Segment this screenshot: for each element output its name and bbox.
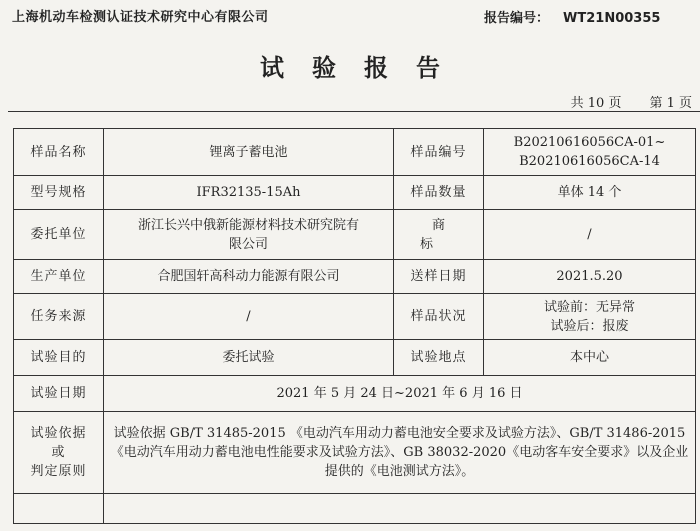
sample-name-label: 样品名称 <box>14 129 104 176</box>
status-after: 试验后：报废 <box>550 318 629 334</box>
table-row <box>14 494 696 524</box>
table-row <box>14 412 696 494</box>
page-indicator <box>571 92 692 111</box>
sample-number-label: 样品编号 <box>394 129 484 176</box>
task-source-label: 任务来源 <box>14 294 104 340</box>
test-date-value: 2021 年 5 月 24 日~2021 年 6 月 16 日 <box>104 376 696 412</box>
quantity-label: 样品数量 <box>394 176 484 210</box>
table-row <box>14 260 696 294</box>
status-before: 试验前：无异常 <box>543 299 635 315</box>
report-number <box>484 7 660 26</box>
basis-label <box>14 412 104 494</box>
table-row <box>14 129 696 176</box>
header-divider <box>8 111 700 112</box>
trademark-label-text: 商标 <box>419 217 469 252</box>
sample-status-label: 样品状况 <box>394 294 484 340</box>
basis-value: 试验依据 GB/T 31485-2015 《电动汽车用动力蓄电池安全要求及试验方法》、GB/T 31486-2015《电动汽车用动力蓄电池电性能要求及试验方法》、GB 38032-2020《电动客车安全要求》以及企业提供的《电池测试方法》。 <box>104 412 696 494</box>
delivery-date-label: 送样日期 <box>394 260 484 294</box>
client-label: 委托单位 <box>14 210 104 260</box>
purpose-label: 试验目的 <box>14 340 104 376</box>
table-row <box>14 376 696 412</box>
location-value: 本中心 <box>484 340 696 376</box>
trademark-label <box>394 210 484 260</box>
purpose-value: 委托试验 <box>104 340 394 376</box>
sample-number-value <box>484 129 696 176</box>
location-label: 试验地点 <box>394 340 484 376</box>
quantity-value: 单体 14 个 <box>484 176 696 210</box>
report-number-value: WT21N00355 <box>563 11 661 26</box>
trademark-value: / <box>484 210 696 260</box>
basis-label-line-2: 或 <box>51 445 66 460</box>
producer-value: 合肥国轩高科动力能源有限公司 <box>104 260 394 294</box>
sample-name-value: 锂离子蓄电池 <box>104 129 394 176</box>
sample-status-value <box>484 294 696 340</box>
report-info-table <box>13 128 696 524</box>
delivery-date-value: 2021.5.20 <box>484 260 696 294</box>
client-value <box>104 210 394 260</box>
test-date-label: 试验日期 <box>14 376 104 412</box>
basis-label-line-1: 试验依据 <box>30 426 87 441</box>
client-line-2: 限公司 <box>228 236 268 252</box>
table-row <box>14 210 696 260</box>
page-title: 试验报告 <box>260 54 468 82</box>
sample-number-line-1: B20210616056CA-01~ <box>513 135 666 150</box>
empty-cell <box>14 494 104 524</box>
table-row <box>14 340 696 376</box>
current-page: 第 1 页 <box>649 96 692 111</box>
organization-name: 上海机动车检测认证技术研究中心有限公司 <box>12 10 269 25</box>
model-value: IFR32135-15Ah <box>104 176 394 210</box>
empty-cell <box>104 494 696 524</box>
table-row <box>14 176 696 210</box>
producer-label: 生产单位 <box>14 260 104 294</box>
total-pages: 共 10 页 <box>570 96 622 111</box>
task-source-value: / <box>104 294 394 340</box>
table-row <box>14 294 696 340</box>
model-label: 型号规格 <box>14 176 104 210</box>
sample-number-line-2: B20210616056CA-14 <box>519 154 660 169</box>
client-line-1: 浙江长兴中俄新能源材料技术研究院有 <box>137 217 359 233</box>
report-number-label: 报告编号： <box>484 11 550 26</box>
basis-label-line-3: 判定原则 <box>30 464 87 479</box>
